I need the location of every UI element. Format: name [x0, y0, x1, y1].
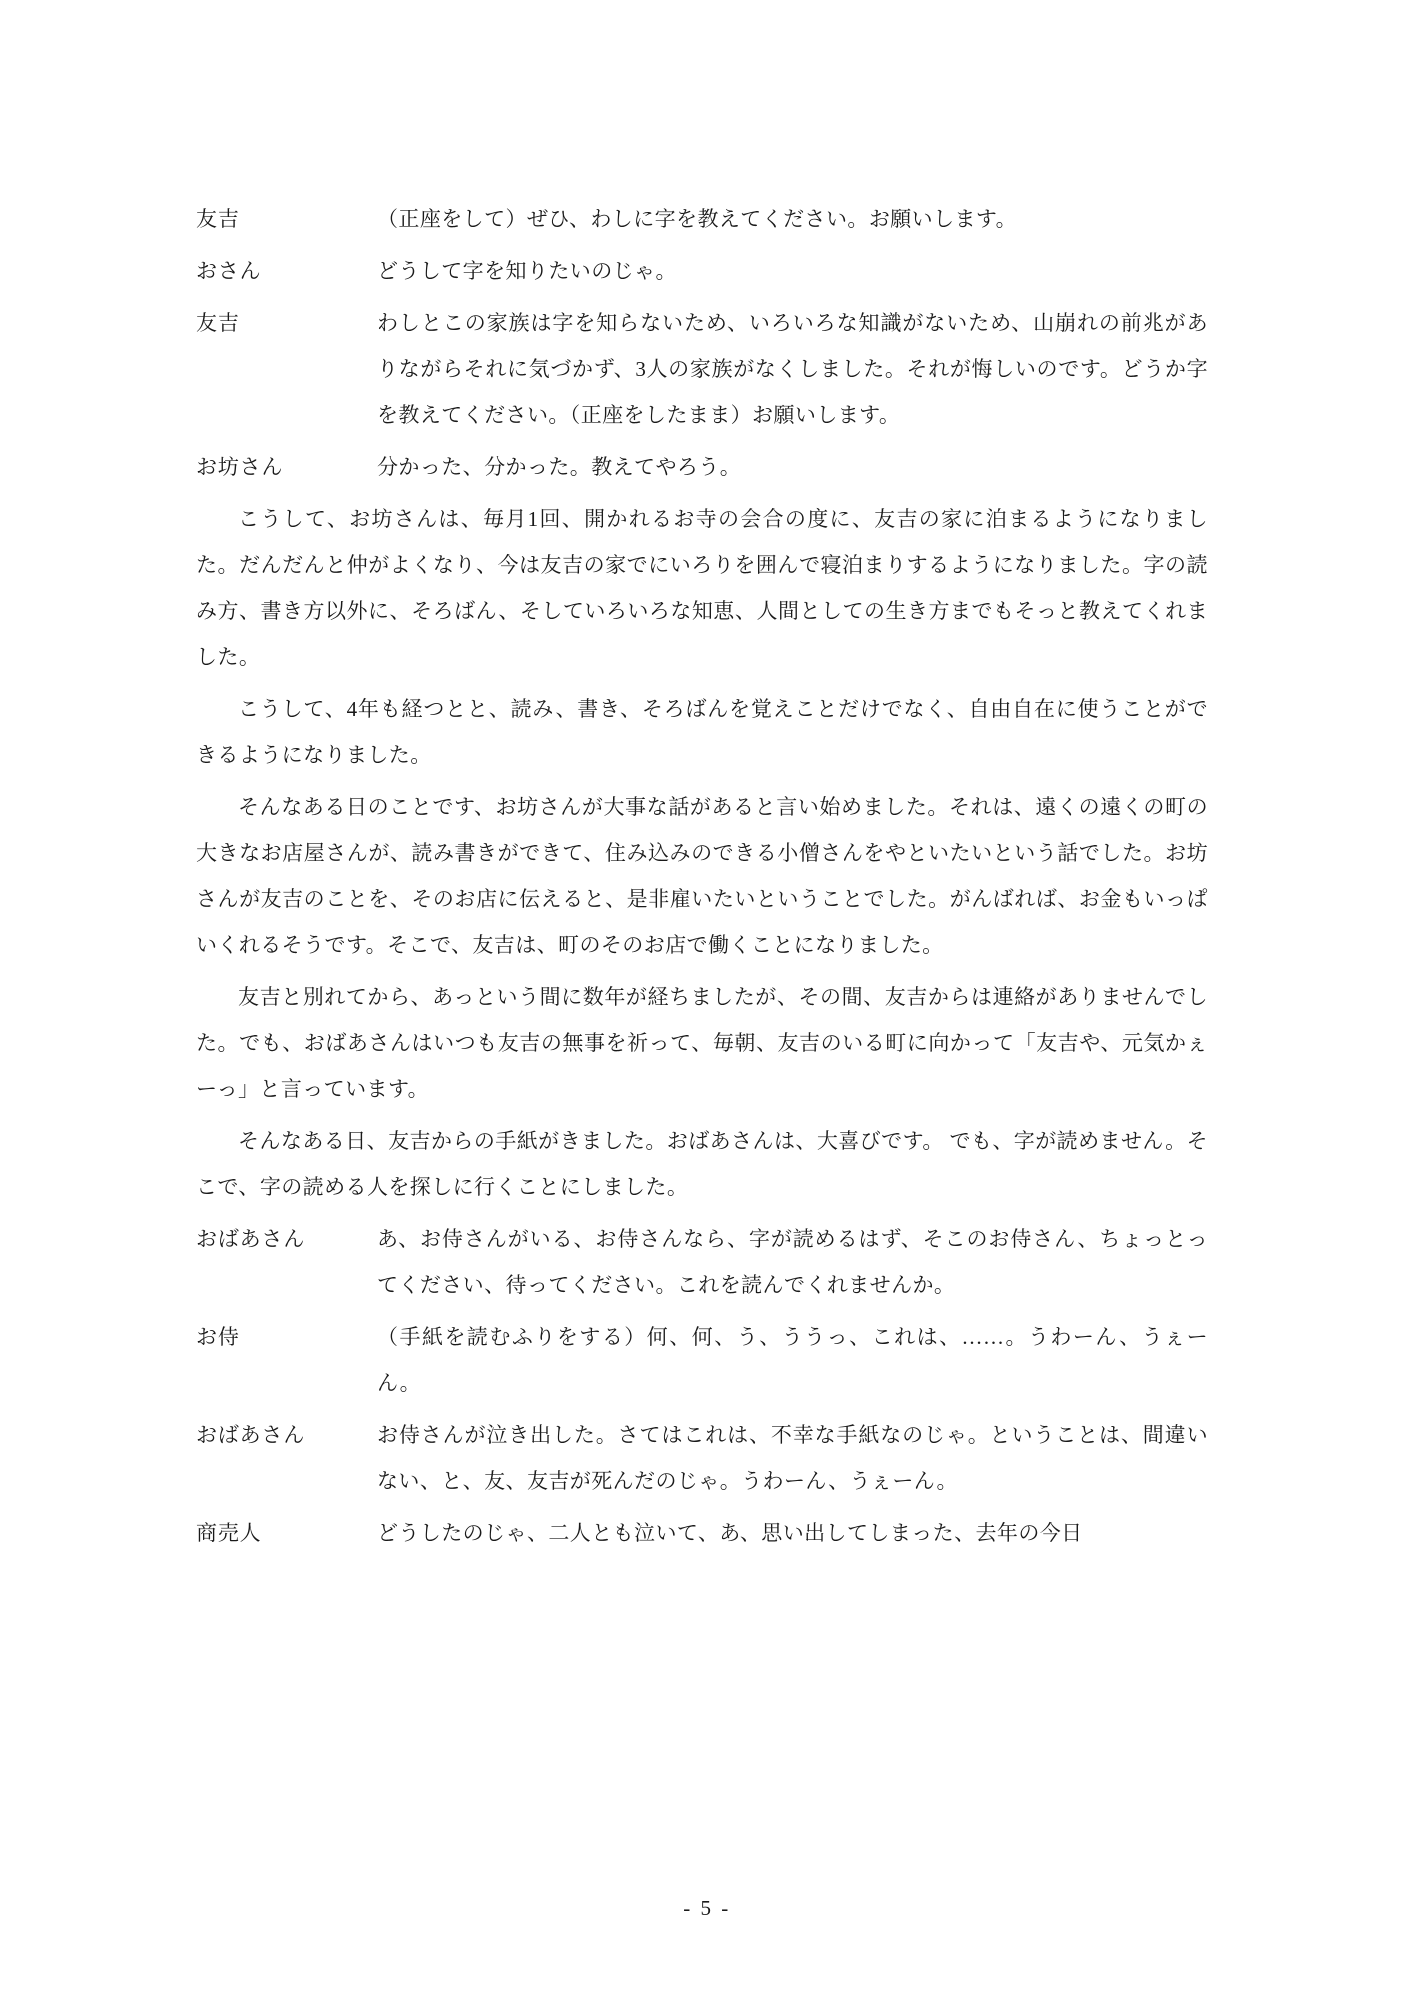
- speech-text: どうして字を知りたいのじゃ。: [377, 259, 677, 283]
- dialogue-line: [196, 300, 1208, 438]
- speech-text: お侍さんが泣き出した。さてはこれは、不幸な手紙なのじゃ。ということは、間違いない、と、友、友吉が死んだのじゃ。うわーん、うぇーん。: [377, 1423, 1208, 1493]
- speech-text: あ、お侍さんがいる、お侍さんなら、字が読めるはず、そこのお侍さん、ちょっとってください、待ってください。これを読んでくれませんか。: [377, 1227, 1208, 1297]
- speaker-name: お侍: [196, 1325, 240, 1349]
- page-number: - 5 -: [683, 1896, 731, 1920]
- dialogue-line: [196, 196, 1208, 242]
- speech-text: どうしたのじゃ、二人とも泣いて、あ、思い出してしまった、去年の今日: [377, 1521, 1083, 1545]
- speaker-name: おばあさん: [196, 1423, 306, 1447]
- narration-paragraph: こうして、4年も経つとと、読み、書き、そろばんを覚えことだけでなく、自由自在に使うことができるようになりました。: [196, 697, 1208, 767]
- speaker-name: 商売人: [196, 1521, 262, 1545]
- speaker-name: おさん: [196, 259, 262, 283]
- dialogue-line: [196, 1510, 1208, 1556]
- speech-text: （手紙を読むふりをする）何、何、う、ううっ、これは、……。うわーん、うぇーん。: [377, 1325, 1208, 1395]
- dialogue-line: [196, 1412, 1208, 1504]
- narration-paragraph: そんなある日、友吉からの手紙がきました。おばあさんは、大喜びです。 でも、字が読めません。そこで、字の読める人を探しに行くことにしました。: [196, 1129, 1208, 1199]
- dialogue-line: [196, 248, 1208, 294]
- speaker-name: 友吉: [196, 207, 240, 231]
- speech-text: わしとこの家族は字を知らないため、いろいろな知識がないため、山崩れの前兆がありながらそれに気づかず、3人の家族がなくしました。それが悔しいのです。どうか字を教えてください。（正座をしたまま）お願いします。: [377, 311, 1208, 427]
- speaker-name: お坊さん: [196, 455, 284, 479]
- narration-paragraph: 友吉と別れてから、あっという間に数年が経ちましたが、その間、友吉からは連絡がありませんでした。でも、おばあさんはいつも友吉の無事を祈って、毎朝、友吉のいる町に向かって「友吉や、元気かぇーっ」と言っています。: [196, 985, 1208, 1101]
- speaker-name: 友吉: [196, 311, 240, 335]
- speech-text: （正座をして）ぜひ、わしに字を教えてください。お願いします。: [377, 207, 1018, 231]
- narration-paragraph: こうして、お坊さんは、毎月1回、開かれるお寺の会合の度に、友吉の家に泊まるようになりました。だんだんと仲がよくなり、今は友吉の家でにいろりを囲んで寝泊まりするようになりました。字の読み方、書き方以外に、そろばん、そしていろいろな知恵、人間としての生き方までもそっと教えてくれました。: [196, 507, 1208, 669]
- dialogue-line: [196, 444, 1208, 490]
- speech-text: 分かった、分かった。教えてやろう。: [377, 455, 742, 479]
- dialogue-line: [196, 1216, 1208, 1308]
- dialogue-line: [196, 1314, 1208, 1406]
- narration-paragraph: そんなある日のことです、お坊さんが大事な話があると言い始めました。それは、遠くの遠くの町の大きなお店屋さんが、読み書きができて、住み込みのできる小僧さんをやといたいという話でした。お坊さんが友吉のことを、そのお店に伝えると、是非雇いたいということでした。がんばれば、お金もいっぱいくれるそうです。そこで、友吉は、町のそのお店で働くことになりました。: [196, 795, 1208, 957]
- speaker-name: おばあさん: [196, 1227, 306, 1251]
- document-body: [196, 196, 1208, 1562]
